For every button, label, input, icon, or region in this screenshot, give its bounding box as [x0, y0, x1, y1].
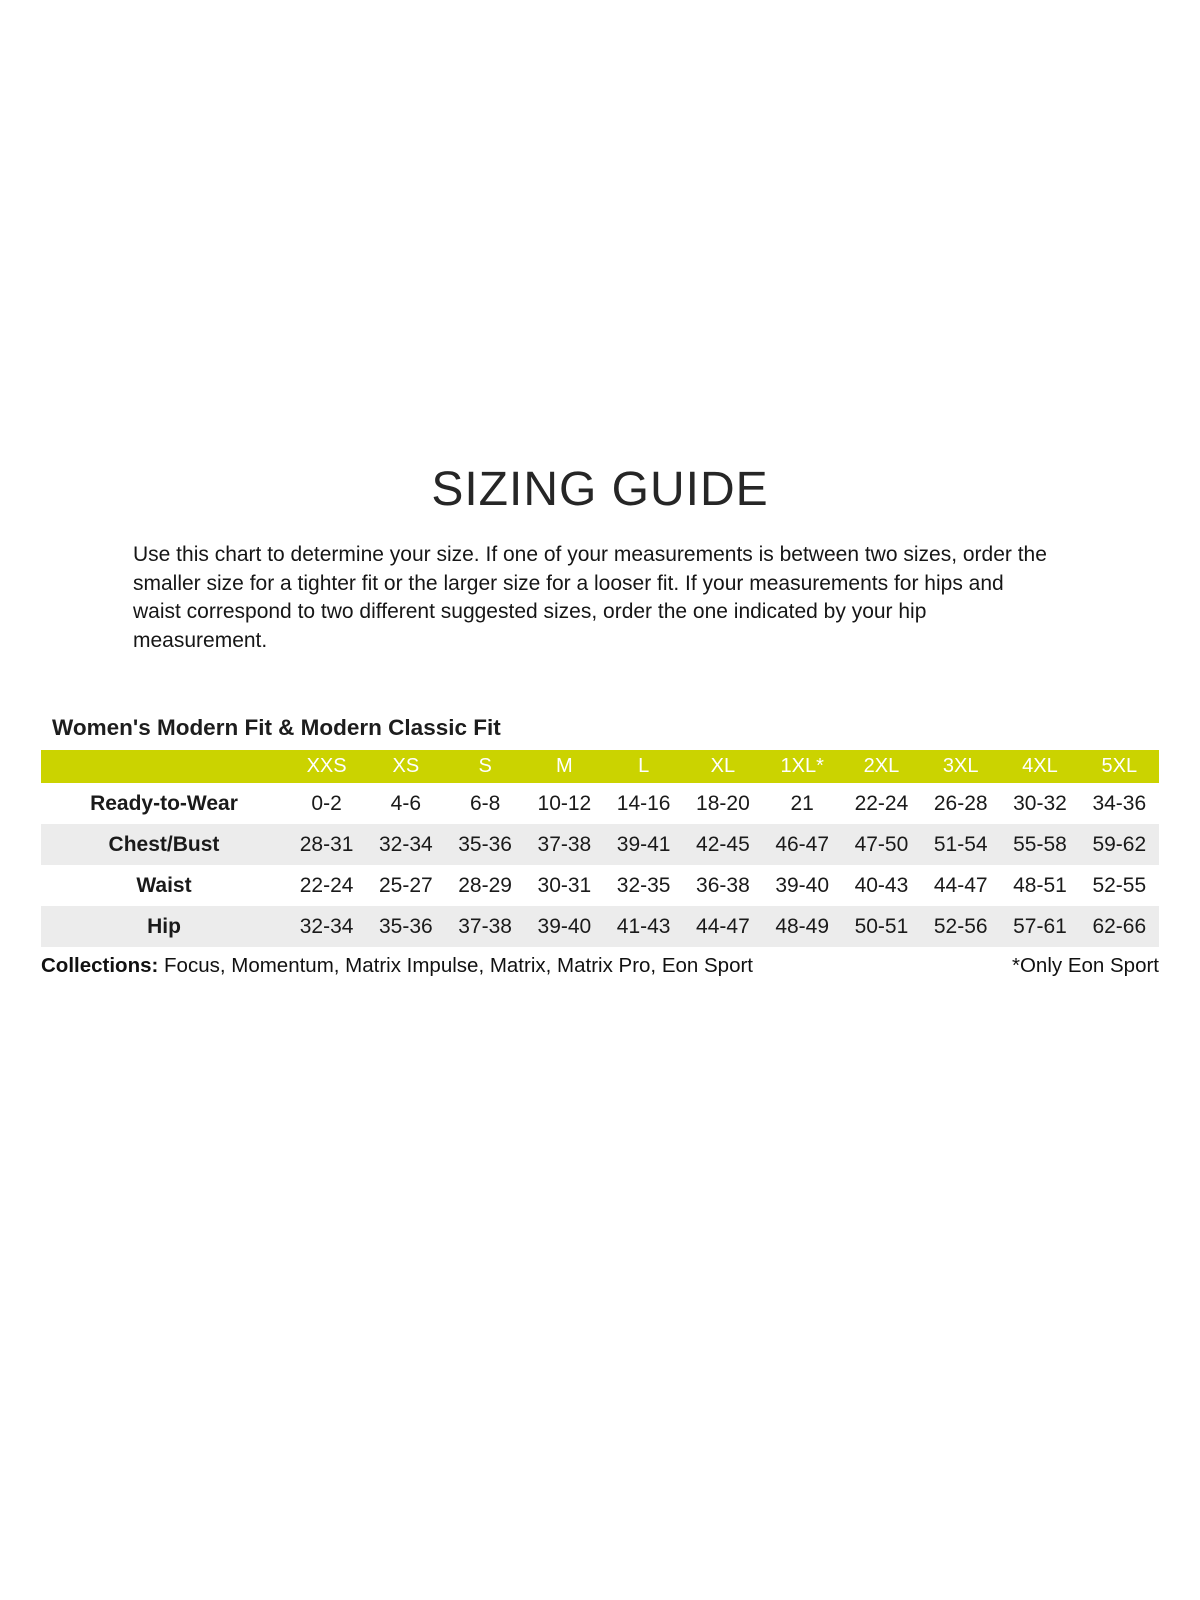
size-cell: 48-51	[1013, 873, 1067, 897]
size-cell: 21	[790, 791, 814, 815]
size-column-header: 3XL	[942, 755, 979, 777]
size-chart-table	[41, 750, 1159, 947]
size-cell: 52-55	[1092, 873, 1147, 897]
collections-row	[41, 954, 1159, 978]
size-cell: 46-47	[775, 832, 830, 856]
table-row	[41, 865, 1159, 906]
row-label: Waist	[136, 873, 192, 897]
size-cell: 55-58	[1013, 832, 1067, 856]
page-title: SIZING GUIDE	[431, 463, 769, 516]
size-cell: 32-34	[378, 832, 433, 856]
size-cell: 52-56	[933, 914, 988, 938]
size-column-header: 2XL	[863, 755, 900, 777]
size-column-header: XS	[392, 755, 420, 777]
size-cell: 44-47	[933, 873, 988, 897]
table-header-row	[41, 750, 1159, 783]
section-heading: Women's Modern Fit & Modern Classic Fit	[52, 715, 501, 740]
size-cell: 0-2	[311, 791, 342, 815]
size-cell: 50-51	[854, 914, 909, 938]
size-cell: 25-27	[378, 873, 433, 897]
size-cell: 28-29	[458, 873, 512, 897]
size-cell: 51-54	[933, 832, 988, 856]
size-cell: 39-41	[616, 832, 671, 856]
collections-list: Focus, Momentum, Matrix Impulse, Matrix, Matrix Pro, Eon Sport	[158, 954, 753, 977]
size-cell: 44-47	[696, 914, 750, 938]
size-chart-section	[0, 715, 1200, 978]
intro-paragraph: Use this chart to determine your size. If one of your measurements is between two sizes, order the smaller size for a tighter fit or the larger size for a looser fit. If your measurements for hips and waist correspond to two different suggested sizes, order the one indicated by your hip measurement.	[133, 543, 1047, 652]
size-cell: 14-16	[616, 791, 671, 815]
row-label: Hip	[147, 914, 181, 938]
size-cell: 18-20	[696, 791, 750, 815]
size-cell: 32-35	[616, 873, 671, 897]
size-cell: 42-45	[696, 832, 750, 856]
size-cell: 6-8	[469, 791, 501, 815]
size-column-header: L	[638, 755, 650, 777]
size-cell: 41-43	[616, 914, 671, 938]
footnote-text: *Only Eon Sport	[1012, 954, 1159, 977]
size-cell: 32-34	[299, 914, 354, 938]
size-cell: 48-49	[775, 914, 830, 938]
size-cell: 37-38	[537, 832, 592, 856]
row-label-header	[41, 750, 287, 783]
size-cell: 47-50	[854, 832, 909, 856]
size-cell: 22-24	[299, 873, 354, 897]
size-cell: 4-6	[390, 791, 422, 815]
size-column-header: S	[478, 755, 492, 777]
size-cell: 59-62	[1092, 832, 1147, 856]
size-column-header: 4XL	[1022, 755, 1058, 777]
size-cell: 26-28	[933, 791, 988, 815]
collections-text	[41, 954, 753, 978]
size-column-header: XXS	[306, 755, 347, 777]
collections-label: Collections:	[41, 954, 159, 977]
size-cell: 28-31	[299, 832, 354, 856]
size-cell: 34-36	[1092, 791, 1147, 815]
row-label: Ready-to-Wear	[90, 791, 238, 815]
size-column-header: 1XL*	[780, 755, 824, 777]
size-cell: 39-40	[775, 873, 830, 897]
size-cell: 62-66	[1092, 914, 1147, 938]
size-cell: 57-61	[1013, 914, 1067, 938]
table-row	[41, 824, 1159, 865]
size-cell: 35-36	[458, 832, 512, 856]
size-cell: 10-12	[537, 791, 592, 815]
size-cell: 36-38	[696, 873, 750, 897]
size-cell: 35-36	[378, 914, 433, 938]
size-column-header: 5XL	[1101, 755, 1138, 777]
size-cell: 40-43	[854, 873, 909, 897]
size-cell: 30-32	[1013, 791, 1067, 815]
size-cell: 22-24	[854, 791, 909, 815]
size-cell: 30-31	[537, 873, 592, 897]
size-column-header: XL	[710, 755, 736, 777]
row-label: Chest/Bust	[108, 832, 220, 856]
table-row	[41, 783, 1159, 824]
size-cell: 39-40	[537, 914, 592, 938]
size-column-header: M	[556, 755, 573, 777]
table-row	[41, 906, 1159, 947]
size-cell: 37-38	[458, 914, 512, 938]
